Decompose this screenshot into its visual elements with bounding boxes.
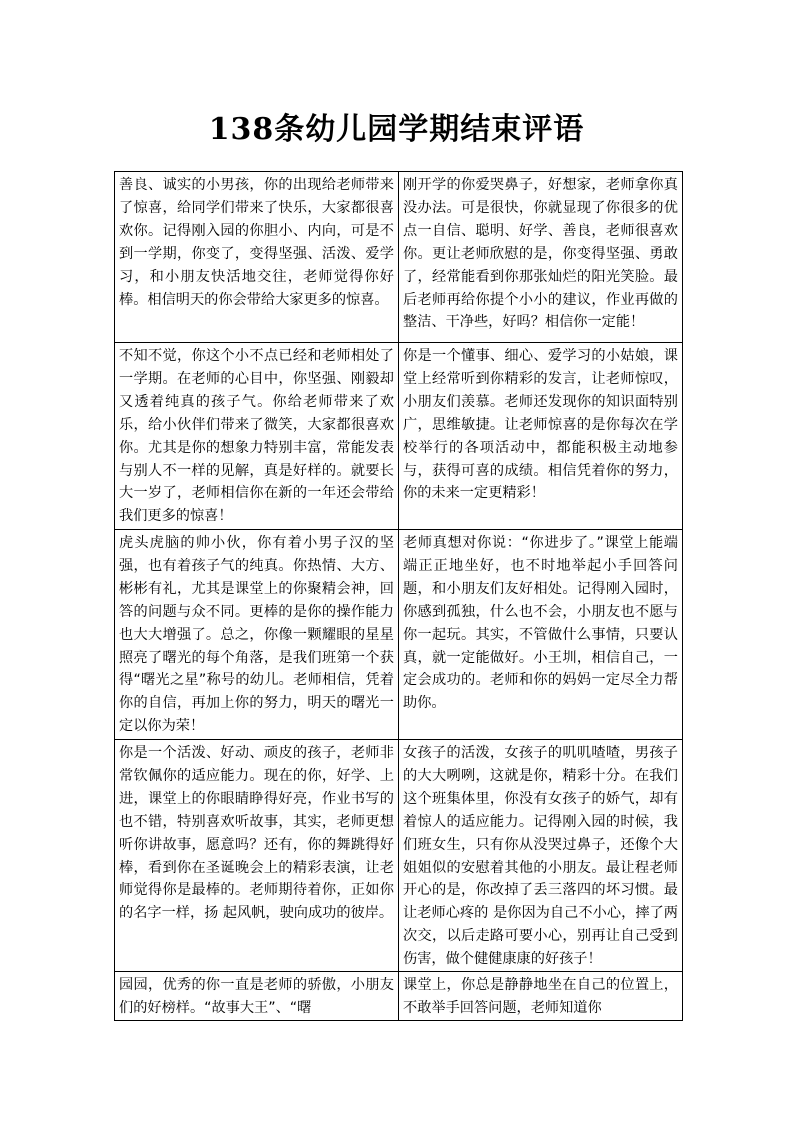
page-title: 138条幼儿园学期结束评语: [208, 112, 585, 147]
comment-cell: 女孩子的活泼，女孩子的叽叽喳喳，男孩子的大大咧咧，这就是你，精彩十分。在我们这个班集体里，你没有女孩子的娇气，却有着惊人的适应能力。记得刚入园的时候，我们班女生，只有你从没哭过鼻子，还像个大姐姐似的安慰着其他的小朋友。最让程老师开心的是，你改掉了丢三落四的坏习惯。最让老师心疼的 是你因为自己不小心，摔了两次交，以后走路可要小心，别再让自己受到伤害，做个健健康康的好孩子！: [399, 740, 683, 972]
table-row: [115, 530, 683, 740]
comment-cell: 园园，优秀的你一直是老师的骄傲，小朋友们的好榜样。“故事大王”、“曙: [115, 972, 399, 1021]
comment-cell: 刚开学的你爱哭鼻子，好想家，老师拿你真没办法。可是很快，你就显现了你很多的优点一自信、聪明、好学、善良，老师很喜欢你。更让老师欣慰的是，你变得坚强、勇敢了，经常能看到你那张灿烂的阳光笑脸。最后老师再给你提个小小的建议，作业再做的整洁、干净些，好吗？相信你一定能！: [399, 172, 683, 343]
comment-cell: 老师真想对你说：“你进步了。”课堂上能端端正正地坐好，也不时地举起小手回答问题，和小朋友们友好相处。记得刚入园时，你感到孤独，什么也不会，小朋友也不愿与你一起玩。其实，不管做什么事情，只要认真，就一定能做好。小王圳，相信自己，一定会成功的。老师和你的妈妈一定尽全力帮助你。: [399, 530, 683, 740]
comment-cell: 课堂上，你总是静静地坐在自己的位置上，不敢举手回答问题，老师知道你: [399, 972, 683, 1021]
comment-cell: 虎头虎脑的帅小伙，你有着小男子汉的坚强，也有着孩子气的纯真。你热情、大方、彬彬有礼，尤其是课堂上的你聚精会神，回答的问题与众不同。更棒的是你的操作能力也大大增强了。总之，你像一颗耀眼的星星照亮了曙光的每个角落，是我们班第一个获得“曙光之星”称号的幼儿。老师相信，凭着你的自信，再加上你的努力，明天的曙光一定以你为荣！: [115, 530, 399, 740]
comments-table: [114, 171, 683, 1021]
comment-cell: 你是一个懂事、细心、爱学习的小姑娘，课堂上经常听到你精彩的发言，让老师惊叹，小朋友们羡慕。老师还发现你的知识面特别广，思维敏捷。让老师惊喜的是你每次在学校举行的各项活动中，都能积极主动地参与，获得可喜的成绩。相信凭着你的努力，你的未来一定更精彩！: [399, 343, 683, 530]
comment-cell: 不知不觉，你这个小不点已经和老师相处了一学期。在老师的心目中，你坚强、刚毅却又透着纯真的孩子气。你给老师带来了欢乐，给小伙伴们带来了微笑，大家都很喜欢你。尤其是你的想象力特别丰富，常能发表与别人不一样的见解，真是好样的。就要长大一岁了，老师相信你在新的一年还会带给我们更多的惊喜！: [115, 343, 399, 530]
table-row: [115, 172, 683, 343]
table-row: [115, 740, 683, 972]
comment-cell: 你是一个活泼、好动、顽皮的孩子，老师非常钦佩你的适应能力。现在的你，好学、上进，课堂上的你眼睛睁得好亮，作业书写的也不错，特别喜欢听故事，其实，老师更想听你讲故事，愿意吗？还有，你的舞跳得好棒，看到你在圣诞晚会上的精彩表演，让老师觉得你是最棒的。老师期待着你，正如你的名字一样，扬 起风帆，驶向成功的彼岸。: [115, 740, 399, 972]
comment-cell: 善良、诚实的小男孩，你的出现给老师带来了惊喜，给同学们带来了快乐，大家都很喜欢你。记得刚入园的你胆小、内向，可是不到一学期，你变了，变得坚强、活泼、爱学习，和小朋友快活地交往，老师觉得你好棒。相信明天的你会带给大家更多的惊喜。: [115, 172, 399, 343]
table-row: [115, 972, 683, 1021]
table-row: [115, 343, 683, 530]
